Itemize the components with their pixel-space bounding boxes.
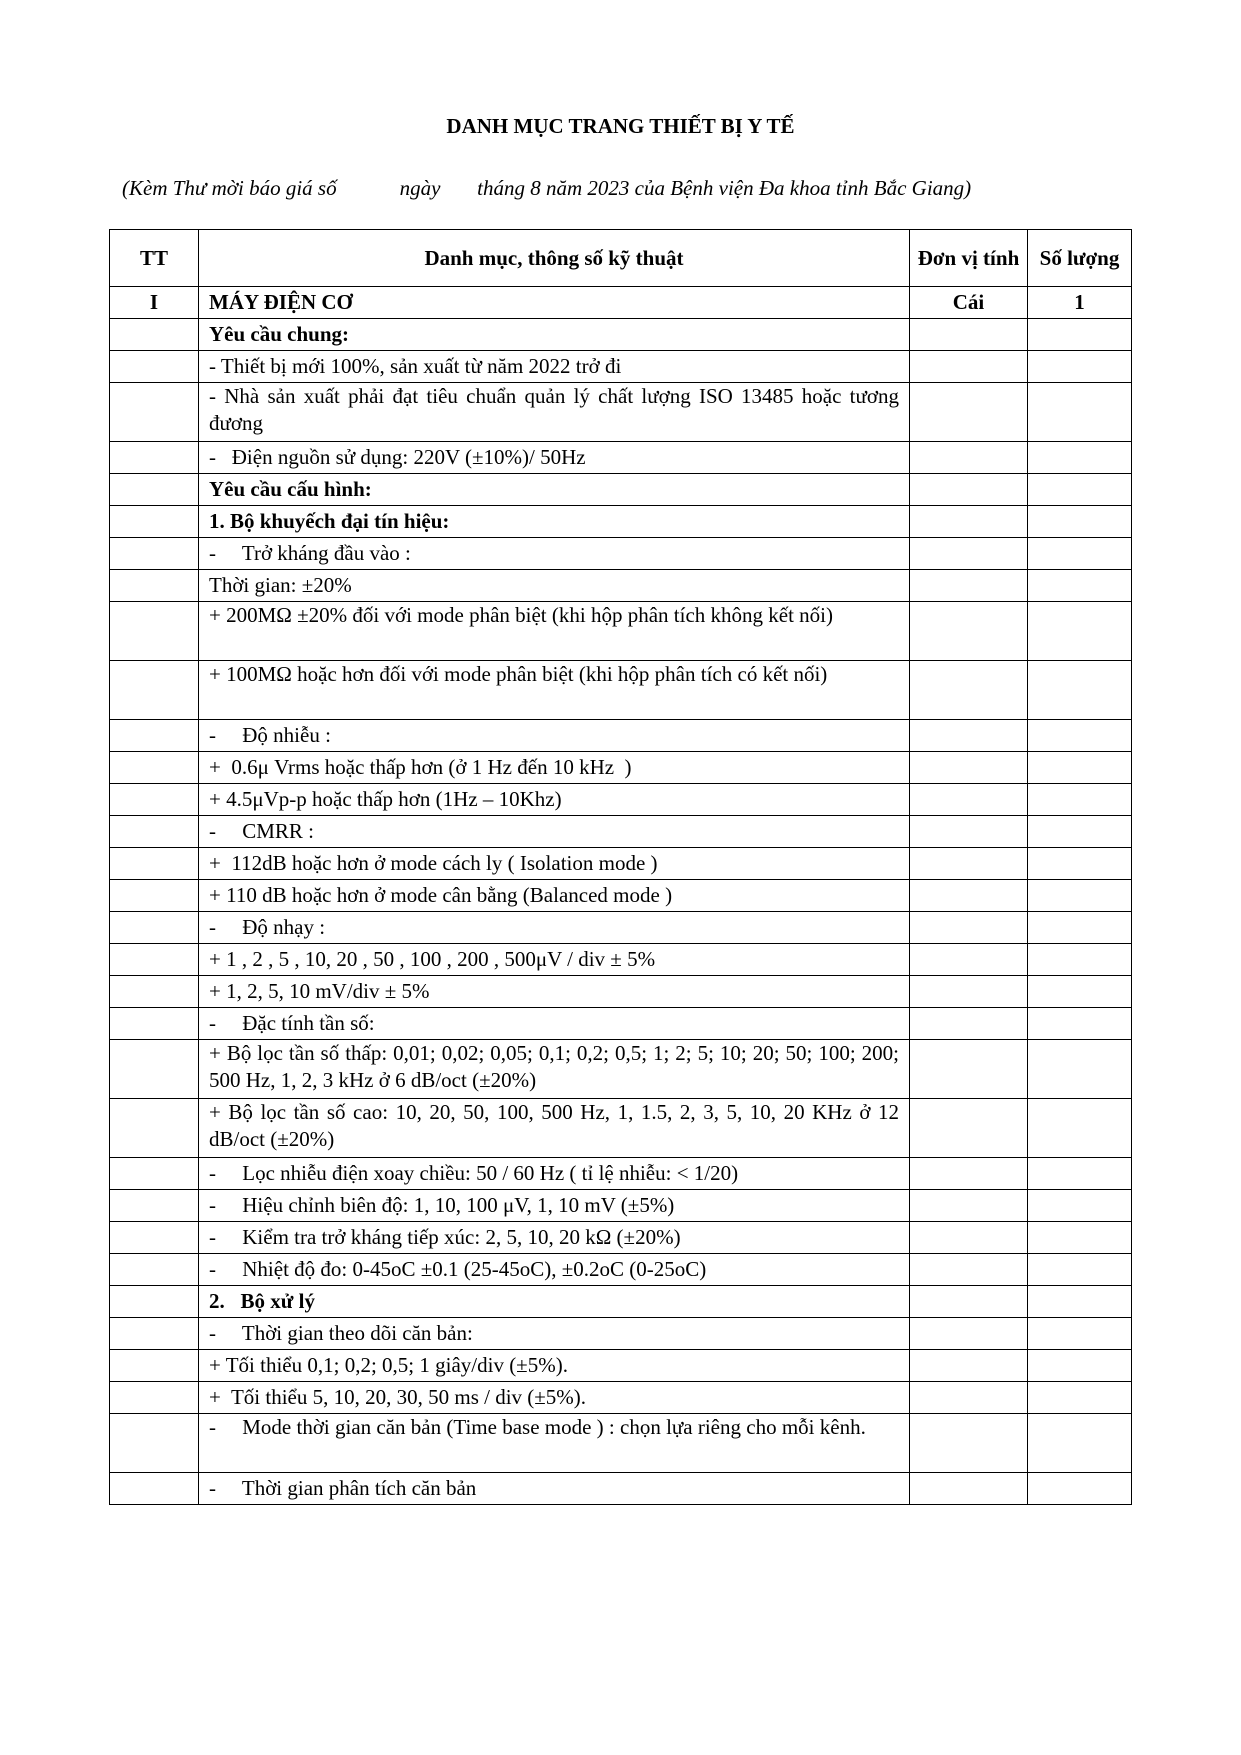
row-qty-cell <box>1028 752 1132 784</box>
row-unit-cell <box>910 1414 1028 1473</box>
table-row <box>110 1350 1132 1382</box>
table-row <box>110 1190 1132 1222</box>
row-unit-cell <box>910 1318 1028 1350</box>
row-tt-cell <box>110 1350 199 1382</box>
table-row <box>110 912 1132 944</box>
row-qty-cell <box>1028 661 1132 720</box>
row-content-cell: + 0.6μ Vrms hoặc thấp hơn (ở 1 Hz đến 10 kHz ) <box>199 752 910 784</box>
row-content-cell: + 100MΩ hoặc hơn đối với mode phân biệt (khi hộp phân tích có kết nối) <box>199 661 910 720</box>
table-row <box>110 383 1132 442</box>
row-tt-cell <box>110 538 199 570</box>
row-unit-cell <box>910 1350 1028 1382</box>
row-qty-cell <box>1028 1158 1132 1190</box>
table-row <box>110 1318 1132 1350</box>
row-unit-cell <box>910 816 1028 848</box>
row-tt-cell <box>110 1286 199 1318</box>
row-content-cell: Yêu cầu cấu hình: <box>199 474 910 506</box>
row-content-cell: + 4.5μVp-p hoặc thấp hơn (1Hz – 10Khz) <box>199 784 910 816</box>
row-content-cell: MÁY ĐIỆN CƠ <box>199 287 910 319</box>
row-tt-cell <box>110 383 199 442</box>
row-tt-cell <box>110 752 199 784</box>
row-content-cell: + 112dB hoặc hơn ở mode cách ly ( Isolation mode ) <box>199 848 910 880</box>
table-row <box>110 1008 1132 1040</box>
row-qty-cell <box>1028 1382 1132 1414</box>
row-unit-cell <box>910 474 1028 506</box>
row-unit-cell <box>910 976 1028 1008</box>
row-content-cell: - CMRR : <box>199 816 910 848</box>
row-unit-cell <box>910 442 1028 474</box>
row-tt-cell <box>110 880 199 912</box>
row-content-cell: - Mode thời gian căn bản (Time base mode ) : chọn lựa riêng cho mỗi kênh. <box>199 1414 910 1473</box>
row-unit-cell <box>910 1254 1028 1286</box>
table-row <box>110 976 1132 1008</box>
row-qty-cell <box>1028 602 1132 661</box>
row-qty-cell <box>1028 1008 1132 1040</box>
row-tt-cell <box>110 816 199 848</box>
row-qty-cell <box>1028 1222 1132 1254</box>
equipment-spec-table <box>109 229 1132 1505</box>
table-row <box>110 1158 1132 1190</box>
row-unit-cell <box>910 784 1028 816</box>
row-tt-cell: I <box>110 287 199 319</box>
row-qty-cell <box>1028 784 1132 816</box>
row-content-cell: - Trở kháng đầu vào : <box>199 538 910 570</box>
row-qty-cell <box>1028 1190 1132 1222</box>
row-content-cell: Yêu cầu chung: <box>199 319 910 351</box>
row-unit-cell <box>910 1473 1028 1505</box>
row-content-cell: + 200MΩ ±20% đối với mode phân biệt (khi hộp phân tích không kết nối) <box>199 602 910 661</box>
row-unit-cell <box>910 1008 1028 1040</box>
row-tt-cell <box>110 1222 199 1254</box>
table-row <box>110 1473 1132 1505</box>
row-tt-cell <box>110 784 199 816</box>
document-subtitle: (Kèm Thư mời báo giá số ngày tháng 8 năm 2023 của Bệnh viện Đa khoa tỉnh Bắc Giang) <box>122 176 972 200</box>
row-qty-cell <box>1028 1318 1132 1350</box>
row-tt-cell <box>110 602 199 661</box>
row-tt-cell <box>110 319 199 351</box>
row-qty-cell <box>1028 1099 1132 1158</box>
table-body <box>110 287 1132 1505</box>
row-tt-cell <box>110 1382 199 1414</box>
table-row <box>110 752 1132 784</box>
table-row <box>110 442 1132 474</box>
row-content-cell: Thời gian: ±20% <box>199 570 910 602</box>
table-row <box>110 319 1132 351</box>
row-content-cell: - Kiểm tra trở kháng tiếp xúc: 2, 5, 10, 20 kΩ (±20%) <box>199 1222 910 1254</box>
table-row <box>110 351 1132 383</box>
row-qty-cell <box>1028 474 1132 506</box>
row-content-cell: - Thiết bị mới 100%, sản xuất từ năm 2022 trở đi <box>199 351 910 383</box>
row-unit-cell <box>910 912 1028 944</box>
row-content-cell: 2. Bộ xử lý <box>199 1286 910 1318</box>
row-unit-cell <box>910 720 1028 752</box>
row-tt-cell <box>110 1008 199 1040</box>
row-tt-cell <box>110 1099 199 1158</box>
row-content-cell: + 1, 2, 5, 10 mV/div ± 5% <box>199 976 910 1008</box>
row-tt-cell <box>110 1318 199 1350</box>
row-qty-cell <box>1028 720 1132 752</box>
row-content-cell: - Nhiệt độ đo: 0-45oC ±0.1 (25-45oC), ±0.2oC (0-25oC) <box>199 1254 910 1286</box>
table-row <box>110 1099 1132 1158</box>
row-unit-cell <box>910 1222 1028 1254</box>
row-content-cell: - Nhà sản xuất phải đạt tiêu chuẩn quản lý chất lượng ISO 13485 hoặc tương đương <box>199 383 910 442</box>
table-row <box>110 816 1132 848</box>
row-qty-cell <box>1028 848 1132 880</box>
header-content: Danh mục, thông số kỹ thuật <box>199 230 910 287</box>
row-unit-cell <box>910 602 1028 661</box>
row-unit-cell <box>910 506 1028 538</box>
row-qty-cell <box>1028 538 1132 570</box>
row-content-cell: - Hiệu chỉnh biên độ: 1, 10, 100 μV, 1, 10 mV (±5%) <box>199 1190 910 1222</box>
table-row <box>110 506 1132 538</box>
row-unit-cell <box>910 752 1028 784</box>
row-content-cell: + Bộ lọc tần số thấp: 0,01; 0,02; 0,05; 0,1; 0,2; 0,5; 1; 2; 5; 10; 20; 50; 100; 200; 500 Hz, 1, 2, 3 kHz ở 6 dB/oct (±20%) <box>199 1040 910 1099</box>
row-unit-cell <box>910 1286 1028 1318</box>
row-unit-cell <box>910 538 1028 570</box>
table-row <box>110 944 1132 976</box>
row-unit-cell <box>910 661 1028 720</box>
row-tt-cell <box>110 351 199 383</box>
row-tt-cell <box>110 848 199 880</box>
header-unit: Đơn vị tính <box>910 230 1028 287</box>
row-tt-cell <box>110 1190 199 1222</box>
row-unit-cell <box>910 1158 1028 1190</box>
table-row <box>110 784 1132 816</box>
table-row <box>110 1222 1132 1254</box>
row-tt-cell <box>110 912 199 944</box>
row-unit-cell <box>910 848 1028 880</box>
row-unit-cell <box>910 1040 1028 1099</box>
row-tt-cell <box>110 661 199 720</box>
row-content-cell: + 110 dB hoặc hơn ở mode cân bằng (Balanced mode ) <box>199 880 910 912</box>
table-row <box>110 1254 1132 1286</box>
row-qty-cell <box>1028 1414 1132 1473</box>
table-row <box>110 720 1132 752</box>
row-unit-cell <box>910 1190 1028 1222</box>
row-qty-cell <box>1028 351 1132 383</box>
row-content-cell: - Độ nhiễu : <box>199 720 910 752</box>
row-tt-cell <box>110 720 199 752</box>
table-header-row <box>110 230 1132 287</box>
row-unit-cell <box>910 570 1028 602</box>
row-content-cell: - Độ nhạy : <box>199 912 910 944</box>
table-row <box>110 880 1132 912</box>
table-row <box>110 538 1132 570</box>
row-qty-cell: 1 <box>1028 287 1132 319</box>
table-row <box>110 474 1132 506</box>
row-tt-cell <box>110 506 199 538</box>
table-row <box>110 1286 1132 1318</box>
row-content-cell: 1. Bộ khuyếch đại tín hiệu: <box>199 506 910 538</box>
row-qty-cell <box>1028 506 1132 538</box>
row-content-cell: + 1 , 2 , 5 , 10, 20 , 50 , 100 , 200 , 500μV / div ± 5% <box>199 944 910 976</box>
row-tt-cell <box>110 1473 199 1505</box>
row-unit-cell <box>910 1382 1028 1414</box>
row-unit-cell <box>910 319 1028 351</box>
row-content-cell: + Tối thiểu 5, 10, 20, 30, 50 ms / div (±5%). <box>199 1382 910 1414</box>
table-row <box>110 1414 1132 1473</box>
row-qty-cell <box>1028 1254 1132 1286</box>
row-content-cell: - Đặc tính tần số: <box>199 1008 910 1040</box>
row-tt-cell <box>110 1414 199 1473</box>
row-qty-cell <box>1028 383 1132 442</box>
row-content-cell: - Thời gian phân tích căn bản <box>199 1473 910 1505</box>
table-row <box>110 661 1132 720</box>
row-tt-cell <box>110 1254 199 1286</box>
row-unit-cell <box>910 383 1028 442</box>
row-unit-cell <box>910 944 1028 976</box>
row-tt-cell <box>110 944 199 976</box>
row-unit-cell: Cái <box>910 287 1028 319</box>
row-qty-cell <box>1028 912 1132 944</box>
row-content-cell: + Bộ lọc tần số cao: 10, 20, 50, 100, 500 Hz, 1, 1.5, 2, 3, 5, 10, 20 KHz ở 12 dB/oct (±20%) <box>199 1099 910 1158</box>
row-tt-cell <box>110 1158 199 1190</box>
table-row <box>110 570 1132 602</box>
table-row <box>110 1382 1132 1414</box>
row-qty-cell <box>1028 319 1132 351</box>
header-qty: Số lượng <box>1028 230 1132 287</box>
row-content-cell: - Thời gian theo dõi căn bản: <box>199 1318 910 1350</box>
row-qty-cell <box>1028 816 1132 848</box>
row-qty-cell <box>1028 1473 1132 1505</box>
row-unit-cell <box>910 1099 1028 1158</box>
row-content-cell: + Tối thiểu 0,1; 0,2; 0,5; 1 giây/div (±5%). <box>199 1350 910 1382</box>
table-row <box>110 287 1132 319</box>
row-qty-cell <box>1028 1040 1132 1099</box>
table-row <box>110 1040 1132 1099</box>
row-qty-cell <box>1028 570 1132 602</box>
row-tt-cell <box>110 442 199 474</box>
row-tt-cell <box>110 976 199 1008</box>
row-qty-cell <box>1028 442 1132 474</box>
row-tt-cell <box>110 474 199 506</box>
row-qty-cell <box>1028 944 1132 976</box>
row-content-cell: - Điện nguồn sử dụng: 220V (±10%)/ 50Hz <box>199 442 910 474</box>
document-title: DANH MỤC TRANG THIẾT BỊ Y TẾ <box>446 114 795 138</box>
row-qty-cell <box>1028 1286 1132 1318</box>
row-tt-cell <box>110 570 199 602</box>
row-qty-cell <box>1028 1350 1132 1382</box>
row-qty-cell <box>1028 976 1132 1008</box>
row-qty-cell <box>1028 880 1132 912</box>
row-tt-cell <box>110 1040 199 1099</box>
row-unit-cell <box>910 880 1028 912</box>
row-content-cell: - Lọc nhiễu điện xoay chiều: 50 / 60 Hz ( tỉ lệ nhiễu: < 1/20) <box>199 1158 910 1190</box>
table-row <box>110 602 1132 661</box>
header-tt: TT <box>110 230 199 287</box>
table-row <box>110 848 1132 880</box>
row-unit-cell <box>910 351 1028 383</box>
